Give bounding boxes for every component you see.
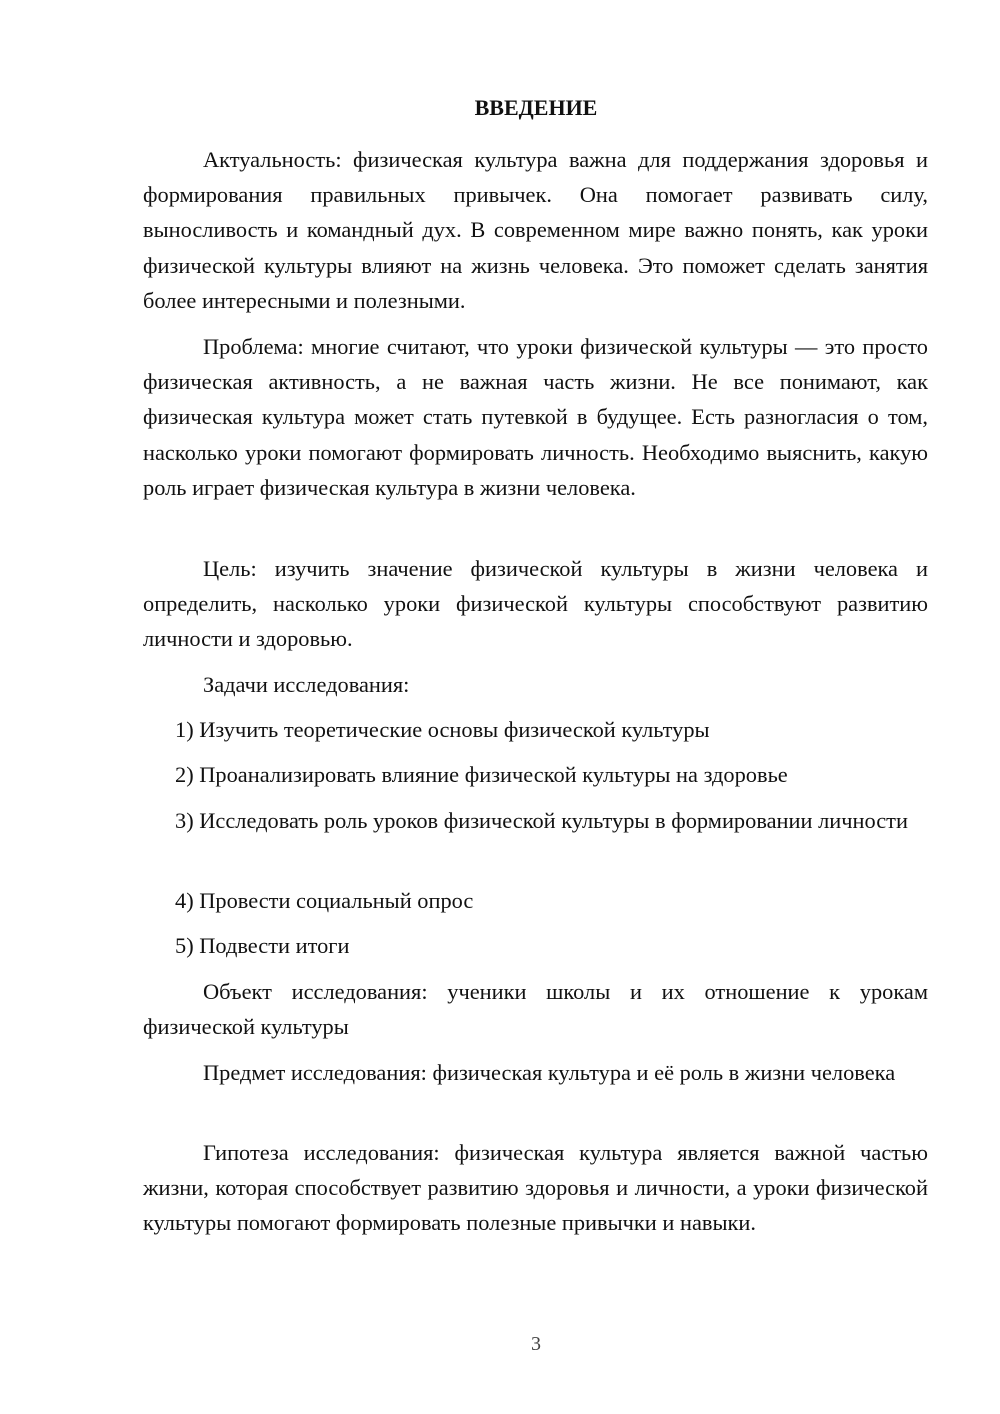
task-item-2: 2) Проанализировать влияние физической культуры на здоровье (175, 762, 788, 787)
paragraph-hypothesis: Гипотеза исследования: физическая культура является важной частью жизни, которая способствует развитию здоровья и личности, а уроки физической культуры помогают формировать полезные привычки и навыки. (143, 1140, 928, 1236)
tasks-heading: Задачи исследования: (203, 672, 410, 697)
paragraph-problem: Проблема: многие считают, что уроки физической культуры — это просто физическая активность, а не важная часть жизни. Не все понимают, как физическая культура может стать путевкой в будущее. Есть разногласия о том, насколько уроки помогают формировать личность. Необходимо выяснить, какую роль играет физическая культура в жизни человека. (143, 334, 928, 500)
page-title: ВВЕДЕНИЕ (474, 95, 598, 120)
paragraph-relevance: Актуальность: физическая культура важна для поддержания здоровья и формирования правильных привычек. Она помогает развивать силу, выносливость и командный дух. В современном мире важно понять, как уроки физической культуры влияют на жизнь человека. Это поможет сделать занятия более интересными и полезными. (143, 147, 928, 313)
task-item-5: 5) Подвести итоги (175, 933, 350, 958)
page-number: 3 (531, 1333, 541, 1355)
paragraph-goal: Цель: изучить значение физической культуры в жизни человека и определить, насколько уроки физической культуры способствуют развитию личности и здоровью. (143, 556, 928, 652)
task-item-3: 3) Исследовать роль уроков физической культуры в формировании личности (175, 808, 908, 833)
paragraph-subject: Предмет исследования: физическая культура и её роль в жизни человека (203, 1060, 896, 1085)
task-item-4: 4) Провести социальный опрос (175, 888, 474, 913)
task-item-1: 1) Изучить теоретические основы физической культуры (175, 717, 710, 742)
paragraph-object: Объект исследования: ученики школы и их отношение к урокам физической культуры (143, 979, 928, 1040)
